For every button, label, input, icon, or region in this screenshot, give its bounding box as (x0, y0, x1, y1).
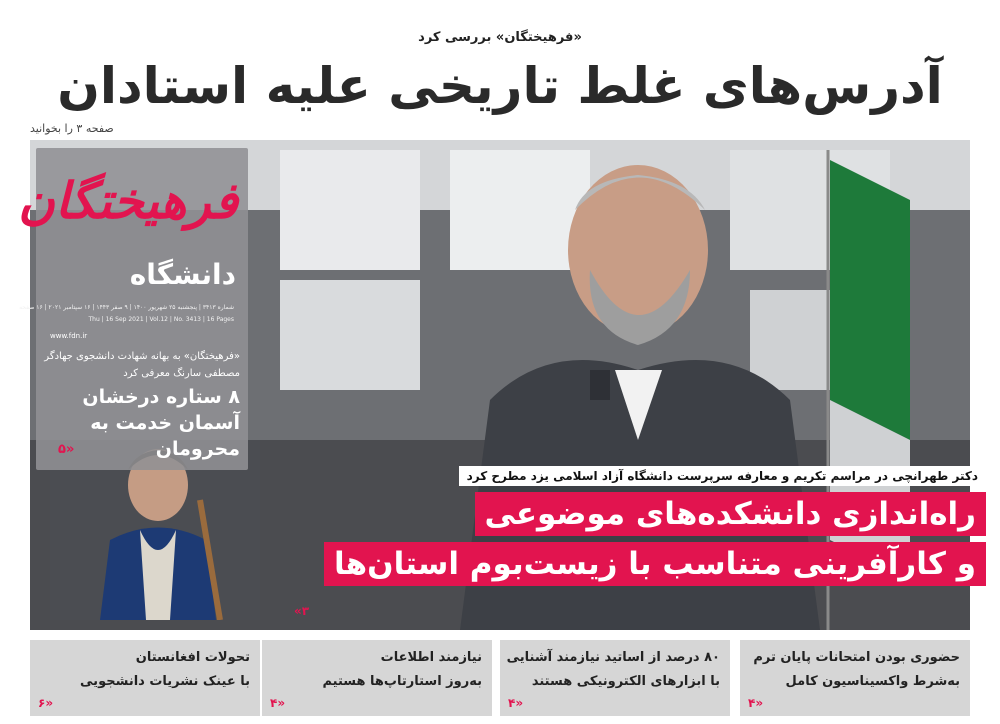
headline-kicker: «فرهیختگان» بررسی کرد (418, 30, 582, 45)
lead-story-title-line1[interactable]: راه‌اندازی دانشکده‌های موضوعی (475, 492, 986, 536)
teaser-box[interactable] (500, 640, 730, 716)
teaser-title-line2: با عینک نشریات دانشجویی (80, 674, 250, 689)
lead-story-title-line2[interactable]: و کارآفرینی متناسب با زیست‌بوم استان‌ها (324, 542, 986, 586)
newspaper-section-logo: دانشگاه (129, 258, 236, 291)
teaser-page-ref[interactable]: «۴ (270, 696, 286, 710)
lead-story-kicker: دکتر طهرانچی در مراسم تکریم و معارفه سرپرست دانشگاه آزاد اسلامی یزد مطرح کرد (459, 466, 986, 486)
teaser-title-line1: نیازمند اطلاعات (380, 650, 482, 665)
newspaper-logo[interactable]: فرهیختگان (18, 171, 238, 230)
main-headline[interactable]: آدرس‌های غلط تاریخی علیه استادان (57, 57, 943, 115)
teaser-title-line2: با ابزارهای الکترونیکی هستند (531, 674, 720, 689)
teaser-box[interactable] (262, 640, 492, 716)
website-link[interactable]: www.fdn.ir (50, 332, 88, 340)
teaser-title-line1: حضوری بودن امتحانات پایان ترم (753, 650, 960, 665)
masthead (18, 148, 248, 470)
teaser-page-ref[interactable]: «۴ (508, 696, 524, 710)
issue-info-persian: شماره ۳۴۱۳ | پنجشنبه ۲۵ شهریور ۱۴۰۰ | ۹ صفر ۱۴۴۳ | ۱۶ سپتامبر ۲۰۲۱ | ۱۶ صفحه (19, 304, 234, 311)
teaser-page-ref[interactable]: «۶ (38, 696, 54, 710)
teaser-title-line2: به‌روز استارتاپ‌ها هستیم (322, 674, 482, 689)
teaser-title-line2: به‌شرط واکسیناسیون کامل (785, 674, 960, 689)
issue-info-english: Thu | 16 Sep 2021 | Vol.12 | No. 3413 | 16 Pages (88, 316, 234, 323)
read-page-note: صفحه ۳ را بخوانید (30, 122, 114, 135)
teaser-box[interactable] (740, 640, 970, 716)
teaser-page-ref[interactable]: «۴ (748, 696, 764, 710)
teaser-title-line1: تحولات افغانستان (135, 650, 250, 665)
side-story-title[interactable]: ۸ ستاره درخشان آسمان خدمت به محرومان (82, 386, 240, 460)
side-story-page-ref[interactable]: «۵ (58, 442, 75, 457)
teaser-title-line1: ۸۰ درصد از اساتید نیازمند آشنایی (506, 650, 720, 665)
lead-story-page-ref[interactable]: «۳ (294, 604, 310, 618)
teaser-box[interactable] (30, 640, 260, 716)
side-story-kicker: «فرهیختگان» به بهانه شهادت دانشجوی جهادگر مصطفی سارنگ معرفی کرد (44, 351, 240, 379)
